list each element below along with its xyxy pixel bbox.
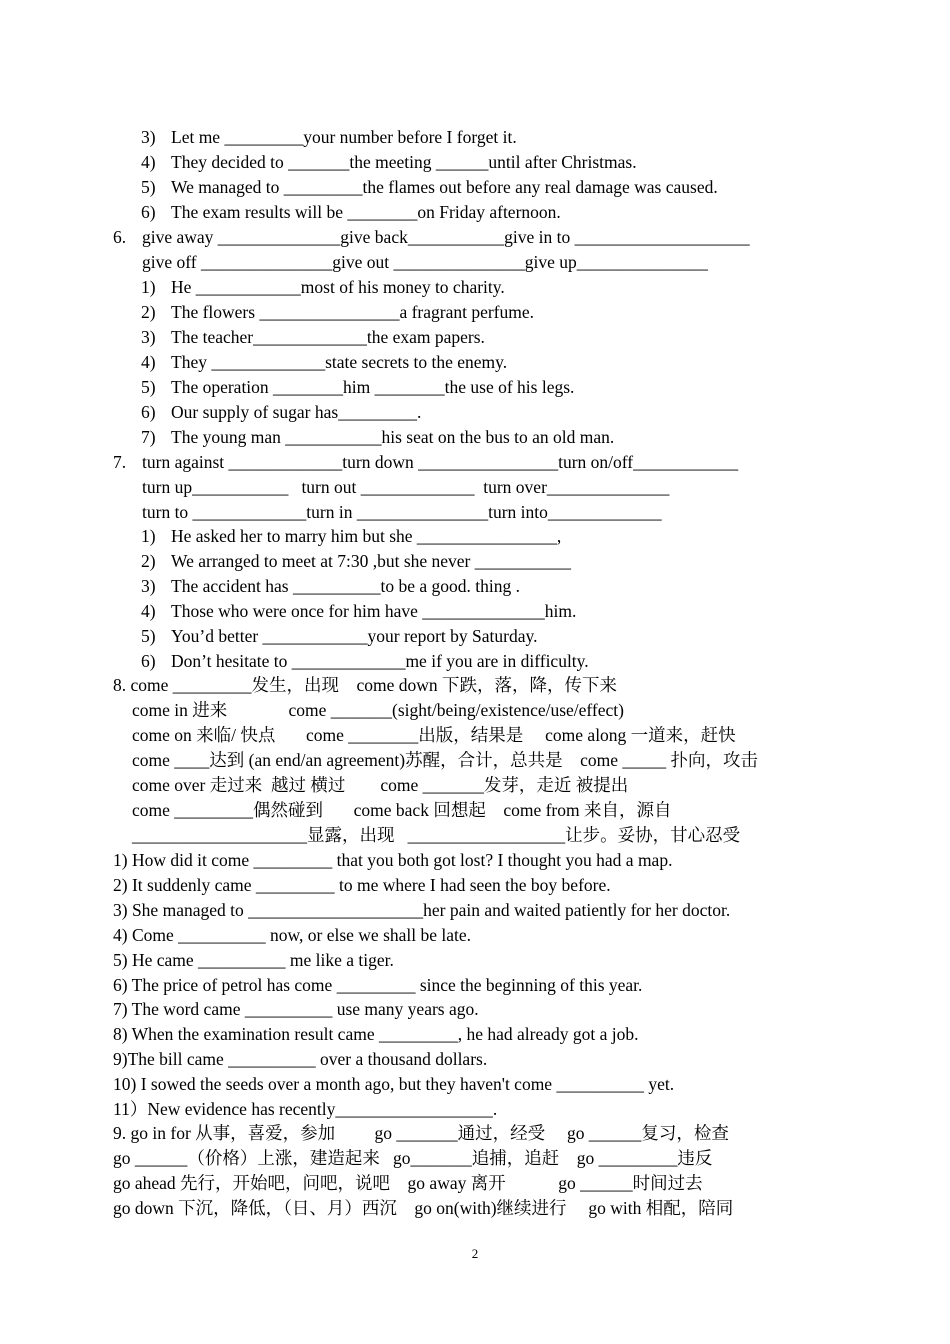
exercise-line: The flowers ________________a fragrant perfume. bbox=[171, 302, 535, 322]
exercise-line: 10) I sowed the seeds over a month ago, but they haven't come __________ yet. bbox=[113, 1074, 675, 1094]
item-number: 4) bbox=[141, 152, 156, 172]
item-number: 3) bbox=[141, 327, 156, 347]
phrase-list-line: come in 进来 come _______(sight/being/existence/use/effect) bbox=[132, 700, 624, 720]
exercise-line: The young man ___________his seat on the bus to an old man. bbox=[171, 427, 615, 447]
item-number: 5) bbox=[141, 626, 156, 646]
exercise-line: 6) The price of petrol has come _________ since the beginning of this year. bbox=[113, 975, 643, 995]
exercise-line: They _____________state secrets to the enemy. bbox=[171, 352, 508, 372]
phrase-list-line: 9. go in for 从事，喜爱，参加 go _______通过，经受 go ______复习，检查 bbox=[113, 1123, 729, 1143]
exercise-line: 5) He came __________ me like a tiger. bbox=[113, 950, 394, 970]
phrase-list-line: come over 走过来 越过 横过 come _______发芽，走近 被提出 bbox=[132, 775, 629, 795]
item-number: 5) bbox=[141, 377, 156, 397]
item-number: 4) bbox=[141, 601, 156, 621]
item-number: 6) bbox=[141, 402, 156, 422]
phrase-list-line: turn up___________ turn out _____________ turn over______________ bbox=[142, 477, 670, 497]
exercise-line: He asked her to marry him but she ________________, bbox=[171, 526, 562, 546]
exercise-line: 11）New evidence has recently__________________. bbox=[113, 1099, 498, 1119]
exercise-line: 2) It suddenly came _________ to me where I had seen the boy before. bbox=[113, 875, 611, 895]
item-number: 6) bbox=[141, 202, 156, 222]
phrase-list-line: turn to _____________turn in _______________turn into_____________ bbox=[142, 502, 662, 522]
phrase-list-line: ____________________显露，出现 __________________让步。妥协，甘心忍受 bbox=[132, 825, 741, 845]
item-number: 2) bbox=[141, 302, 156, 322]
item-number: 3) bbox=[141, 576, 156, 596]
exercise-line: 4) Come __________ now, or else we shall be late. bbox=[113, 925, 472, 945]
item-number: 2) bbox=[141, 551, 156, 571]
exercise-line: 7) The word came __________ use many years ago. bbox=[113, 999, 479, 1019]
page-number: 2 bbox=[471, 1246, 479, 1261]
exercise-line: Let me _________your number before I forget it. bbox=[171, 127, 517, 147]
exercise-line: 9)The bill came __________ over a thousand dollars. bbox=[113, 1049, 488, 1069]
exercise-line: 8) When the examination result came _________, he had already got a job. bbox=[113, 1024, 639, 1044]
item-number: 6) bbox=[141, 651, 156, 671]
phrase-list-line: go down 下沉，降低，（日、月）西沉 go on(with)继续进行 go with 相配，陪同 bbox=[113, 1198, 734, 1218]
exercise-line: 3) She managed to ____________________her pain and waited patiently for her doctor. bbox=[113, 900, 731, 920]
exercise-line: The operation ________him ________the use of his legs. bbox=[171, 377, 575, 397]
exercise-line: 1) How did it come _________ that you both got lost? I thought you had a map. bbox=[113, 850, 673, 870]
exercise-line: Don’t hesitate to _____________me if you are in difficulty. bbox=[171, 651, 589, 671]
phrase-list-line: come _________偶然碰到 come back 回想起 come from 来自，源自 bbox=[132, 800, 672, 820]
item-number: 4) bbox=[141, 352, 156, 372]
phrase-list-line: 8. come _________发生，出现 come down 下跌，落，降，传下来 bbox=[113, 675, 618, 695]
exercise-line: He ____________most of his money to charity. bbox=[171, 277, 505, 297]
item-number: 1) bbox=[141, 526, 156, 546]
exercise-line: Our supply of sugar has_________. bbox=[171, 402, 422, 422]
exercise-line: The teacher_____________the exam papers. bbox=[171, 327, 485, 347]
item-number: 7) bbox=[141, 427, 156, 447]
exercise-line: We managed to _________the flames out before any real damage was caused. bbox=[171, 177, 718, 197]
item-number: 5) bbox=[141, 177, 156, 197]
phrase-list-line: go ahead 先行，开始吧，问吧，说吧 go away 离开 go ______时间过去 bbox=[113, 1173, 703, 1193]
item-number: 3) bbox=[141, 127, 156, 147]
section-number: 7. bbox=[113, 452, 127, 472]
phrase-list-line: come ____达到 (an end/an agreement)苏醒，合计，总共是 come _____ 扑向，攻击 bbox=[132, 750, 758, 770]
exercise-line: We arranged to meet at 7:30 ,but she never ___________ bbox=[171, 551, 572, 571]
item-number: 1) bbox=[141, 277, 156, 297]
section-number: 6. bbox=[113, 227, 127, 247]
phrase-list-line: turn against _____________turn down ________________turn on/off____________ bbox=[142, 452, 739, 472]
exercise-line: The accident has __________to be a good. thing . bbox=[171, 576, 520, 596]
phrase-list-line: give away ______________give back___________give in to ____________________ bbox=[142, 227, 750, 247]
phrase-list-line: come on 来临/ 快点 come ________出版，结果是 come along 一道来，赶快 bbox=[132, 725, 736, 745]
phrase-list-line: give off _______________give out _______________give up_______________ bbox=[142, 252, 708, 272]
phrase-list-line: go ______（价格）上涨，建造起来 go_______追捕，追赶 go _________违反 bbox=[113, 1148, 713, 1168]
exercise-line: You’d better ____________your report by Saturday. bbox=[171, 626, 538, 646]
exercise-line: They decided to _______the meeting ______until after Christmas. bbox=[171, 152, 637, 172]
exercise-line: The exam results will be ________on Friday afternoon. bbox=[171, 202, 561, 222]
exercise-line: Those who were once for him have ______________him. bbox=[171, 601, 577, 621]
